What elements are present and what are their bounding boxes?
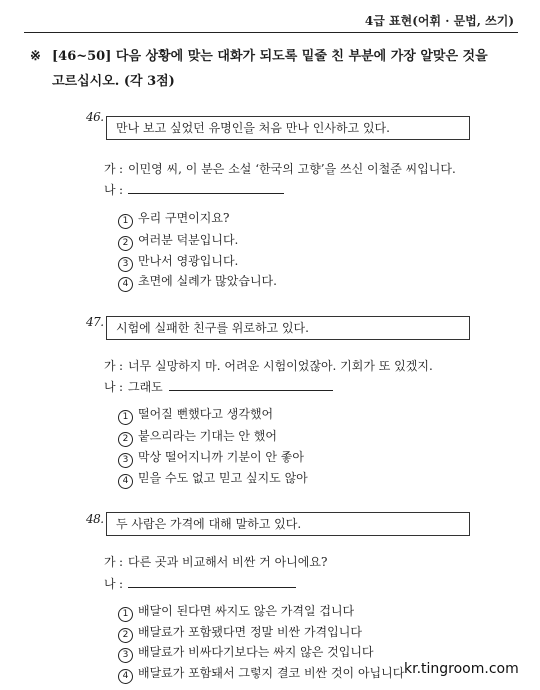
option-text: 배달료가 비싸다기보다는 싸지 않은 것입니다 <box>138 645 374 659</box>
option-number: 4 <box>118 669 133 684</box>
option <box>118 643 374 663</box>
page-header <box>24 6 518 33</box>
answer-blank <box>128 575 296 588</box>
speaker-na: 나 <box>104 380 116 394</box>
question-number: 48. <box>86 512 104 526</box>
option-number: 4 <box>118 474 133 489</box>
option-text: 막상 떨어지니까 기분이 안 좋아 <box>138 450 304 464</box>
dialogue-na: 나 : <box>104 575 296 592</box>
situation-box: 시험에 실패한 친구를 위로하고 있다. <box>106 316 470 340</box>
speaker-ga: 가 <box>104 359 116 373</box>
option <box>118 272 277 292</box>
option <box>118 209 229 229</box>
option-text: 여러분 덕분입니다. <box>138 233 239 247</box>
option-number: 4 <box>118 277 133 292</box>
question-number: 46. <box>86 110 104 124</box>
answer-blank <box>128 181 284 194</box>
option <box>118 623 362 643</box>
option <box>118 252 238 272</box>
dialogue-ga: 가 : 너무 실망하지 마. 어려운 시험이었잖아. 기회가 또 있겠지. <box>104 359 433 373</box>
option <box>118 427 277 447</box>
option-number: 3 <box>118 648 133 663</box>
option-number: 1 <box>118 214 133 229</box>
option <box>118 231 238 251</box>
speaker-na: 나 <box>104 183 116 197</box>
dialogue-ga-text: 너무 실망하지 마. 어려운 시험이었잖아. 기회가 또 있겠지. <box>128 359 433 373</box>
option-number: 3 <box>118 257 133 272</box>
option <box>118 602 354 622</box>
option-text: 붙으리라는 기대는 안 했어 <box>138 429 277 443</box>
option-number: 2 <box>118 628 133 643</box>
option-text: 만나서 영광입니다. <box>138 254 239 268</box>
option-text: 배달료가 포함돼서 그렇지 결코 비싼 것이 아닙니다 <box>138 666 405 680</box>
answer-blank <box>169 378 333 391</box>
dialogue-na: 나 : 그래도 <box>104 378 333 395</box>
option-text: 배달료가 포함됐다면 정말 비싼 가격입니다 <box>138 625 362 639</box>
header-title: 4급 표현(어휘 · 문법, 쓰기) <box>364 14 514 28</box>
option <box>118 405 273 425</box>
dialogue-ga: 가 : 다른 곳과 비교해서 비싼 거 아니에요? <box>104 555 328 569</box>
dialogue-na: 나 : <box>104 181 284 198</box>
option-number: 2 <box>118 236 133 251</box>
speaker-ga: 가 <box>104 555 116 569</box>
option-number: 1 <box>118 607 133 622</box>
speaker-ga: 가 <box>104 162 116 176</box>
answer-prefix: 그래도 <box>128 380 163 394</box>
option <box>118 664 404 684</box>
watermark: kr.tingroom.com <box>404 661 519 677</box>
option-text: 떨어질 뻔했다고 생각했어 <box>138 407 274 421</box>
option-number: 2 <box>118 432 133 447</box>
option-text: 믿을 수도 없고 믿고 싶지도 않아 <box>138 471 308 485</box>
dialogue-ga: 가 : 이민영 씨, 이 분은 소설 ‘한국의 고향’을 쓰신 이철준 씨입니다. <box>104 162 456 176</box>
option-number: 1 <box>118 410 133 425</box>
instruction-line-2: 고르십시오. (각 3점) <box>52 74 175 89</box>
option-text: 배달이 된다면 싸지도 않은 가격일 겁니다 <box>138 604 355 618</box>
instruction <box>30 44 512 94</box>
situation-box: 두 사람은 가격에 대해 말하고 있다. <box>106 512 470 536</box>
instruction-line-1: [46~50] 다음 상황에 맞는 대화가 되도록 밑줄 친 부분에 가장 알맞은 것을 <box>52 49 488 64</box>
dialogue-ga-text: 다른 곳과 비교해서 비싼 거 아니에요? <box>128 555 328 569</box>
option <box>118 448 304 468</box>
situation-box: 만나 보고 싶었던 유명인을 처음 만나 인사하고 있다. <box>106 116 470 140</box>
option-text: 우리 구면이지요? <box>138 211 230 225</box>
option-text: 초면에 실례가 많았습니다. <box>138 274 277 288</box>
reference-mark: ※ <box>30 49 41 64</box>
question-number: 47. <box>86 315 104 329</box>
dialogue-ga-text: 이민영 씨, 이 분은 소설 ‘한국의 고향’을 쓰신 이철준 씨입니다. <box>128 162 456 176</box>
option <box>118 469 308 489</box>
speaker-na: 나 <box>104 577 116 591</box>
option-number: 3 <box>118 453 133 468</box>
